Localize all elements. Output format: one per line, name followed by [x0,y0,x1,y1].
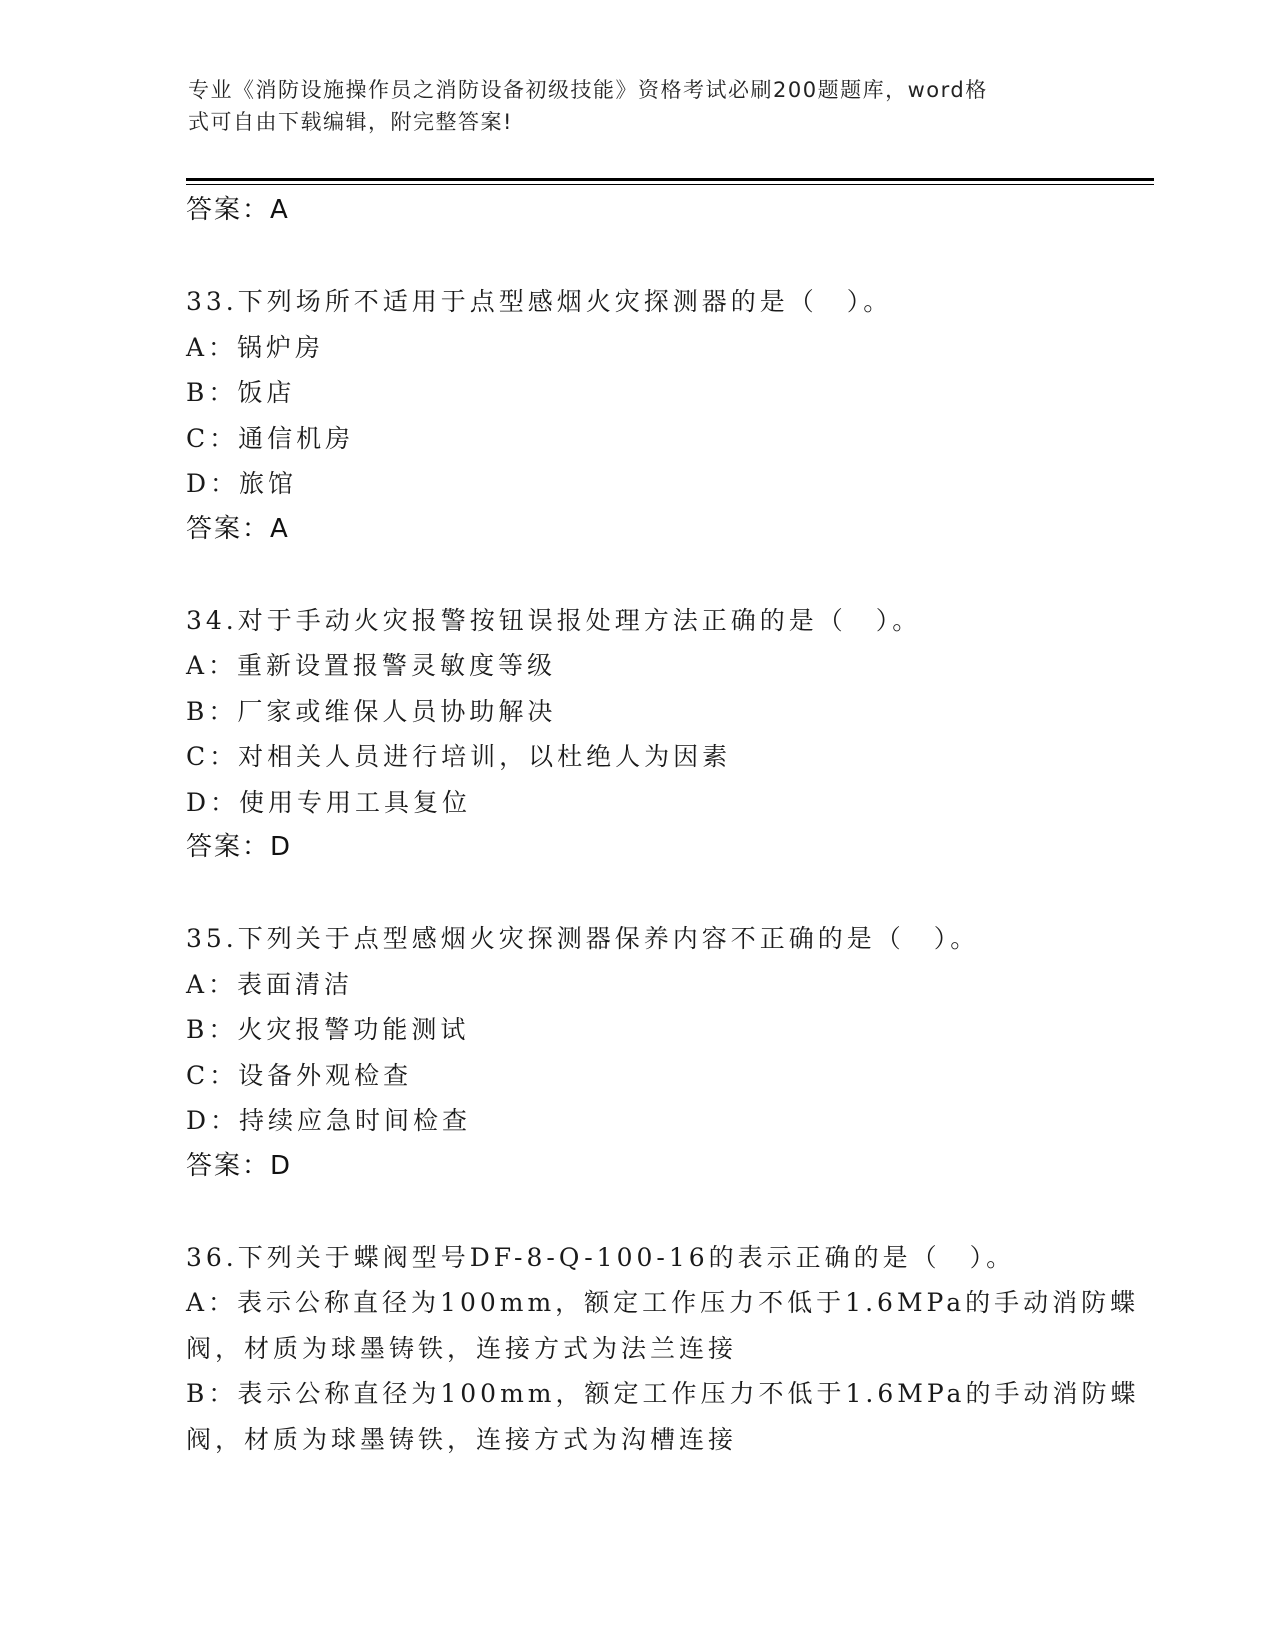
option-d: D：持续应急时间检查 [186,1106,472,1135]
header-divider-thick [186,178,1154,181]
question-stem: 33.下列场所不适用于点型感烟火灾探测器的是（ ）。 [186,287,893,316]
question-35 [186,916,1086,1189]
option-a-line-1: A：表示公称直径为100mm，额定工作压力不低于1.6MPa的手动消防蝶 [186,1288,1140,1317]
option-d: D：使用专用工具复位 [186,787,472,817]
spacer [186,1189,1086,1235]
option-c: C：对相关人员进行培训，以杜绝人为因素 [186,742,732,771]
option-b: B：火灾报警功能测试 [186,1015,470,1044]
document-intro [188,74,1068,138]
question-stem: 35.下列关于点型感烟火灾探测器保养内容不正确的是（ ）。 [186,924,980,953]
option-b: B：饭店 [186,378,296,407]
option-b: B：厂家或维保人员协助解决 [186,696,557,726]
answer-32: 答案：A [186,195,290,225]
answer: 答案：D [186,1150,293,1181]
header-divider-thin [186,184,1154,185]
option-a: A：表面清洁 [186,969,354,999]
question-33 [186,279,1086,552]
question-stem: 36.下列关于蝶阀型号DF-8-Q-100-16的表示正确的是（ ）。 [186,1242,1016,1272]
question-34 [186,598,1086,871]
option-a-line-2: 阀，材质为球墨铸铁，连接方式为法兰连接 [186,1333,738,1363]
option-a: A：锅炉房 [186,332,325,362]
intro-line-1: 专业《消防设施操作员之消防设备初级技能》资格考试必刷200题题库，word格 [188,78,988,102]
option-d: D：旅馆 [186,469,298,498]
spacer [186,871,1086,917]
option-a: A：重新设置报警灵敏度等级 [186,651,557,680]
spacer [186,552,1086,598]
answer: 答案：A [186,513,290,544]
question-stem: 34.对于手动火灾报警按钮误报处理方法正确的是（ ）。 [186,605,922,635]
option-c: C：设备外观检查 [186,1060,413,1090]
option-c: C：通信机房 [186,423,355,453]
question-36 [186,1235,1140,1463]
question-list [186,188,1140,1462]
answer: 答案：D [186,832,293,862]
spacer [186,234,1086,280]
option-b-line-1: B：表示公称直径为100mm，额定工作压力不低于1.6MPa的手动消防蝶 [186,1379,1140,1408]
intro-line-2: 式可自由下载编辑，附完整答案! [188,110,513,134]
option-b-line-2: 阀，材质为球墨铸铁，连接方式为沟槽连接 [186,1424,738,1454]
